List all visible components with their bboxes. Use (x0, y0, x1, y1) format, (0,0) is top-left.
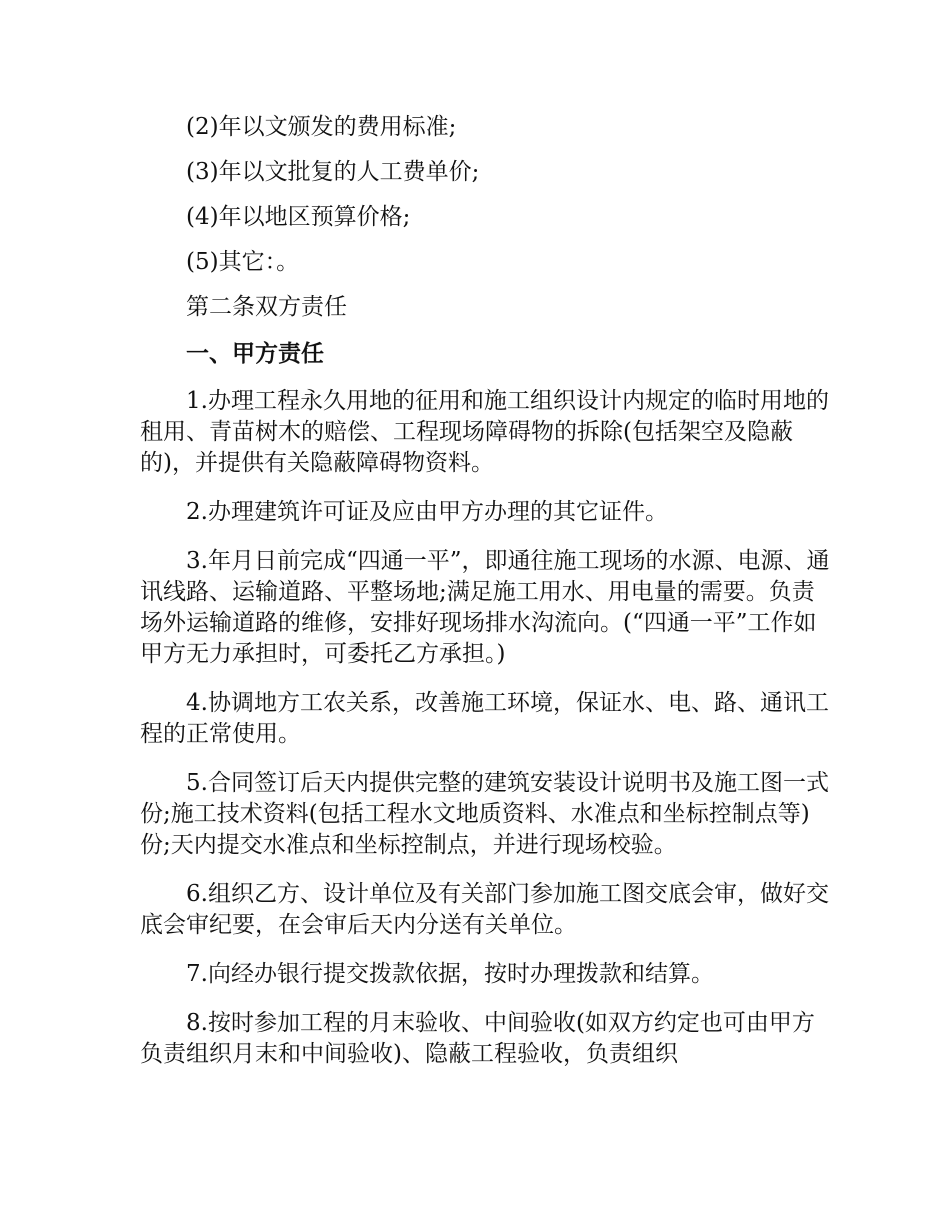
paragraph-5: 5.合同签订后天内提供完整的建筑安装设计说明书及施工图一式份;施工技术资料(包括工程水文地质资料、水准点和坐标控制点等)份;天内提交水准点和坐标控制点，并进行现场校验。 (140, 770, 829, 858)
list-item-2: (2)年以文颁发的费用标准; (186, 114, 457, 140)
document-body (140, 112, 830, 1070)
paragraph-2: 2.办理建筑许可证及应由甲方办理的其它证件。 (186, 499, 668, 525)
paragraph-4: 4.协调地方工农关系，改善施工环境，保证水、电、路、通讯工程的正常使用。 (140, 690, 829, 747)
section-heading: 一、甲方责任 (186, 341, 324, 367)
paragraph-3: 3.年月日前完成“四通一平”，即通往施工现场的水源、电源、通讯线路、运输道路、平整场地;满足施工用水、用电量的需要。负责场外运输道路的维修，安排好现场排水沟流向。(“四通一平”工作如甲方无力承担时，可委托乙方承担。) (140, 548, 830, 667)
article-title: 第二条双方责任 (186, 294, 347, 320)
paragraph-1: 1.办理工程永久用地的征用和施工组织设计内规定的临时用地的租用、青苗树木的赔偿、工程现场障碍物的拆除(包括架空及隐蔽的)，并提供有关隐蔽障碍物资料。 (140, 388, 829, 476)
paragraph-6: 6.组织乙方、设计单位及有关部门参加施工图交底会审，做好交底会审纪要，在会审后天内分送有关单位。 (140, 881, 829, 938)
list-item-5: (5)其它：。 (186, 249, 300, 275)
list-item-3: (3)年以文批复的人工费单价; (186, 159, 480, 185)
list-item-4: (4)年以地区预算价格; (186, 204, 411, 230)
paragraph-8: 8.按时参加工程的月末验收、中间验收(如双方约定也可由甲方负责组织月末和中间验收)、隐蔽工程验收，负责组织 (140, 1010, 815, 1067)
paragraph-7: 7.向经办银行提交拨款依据，按时办理拨款和结算。 (186, 961, 714, 987)
